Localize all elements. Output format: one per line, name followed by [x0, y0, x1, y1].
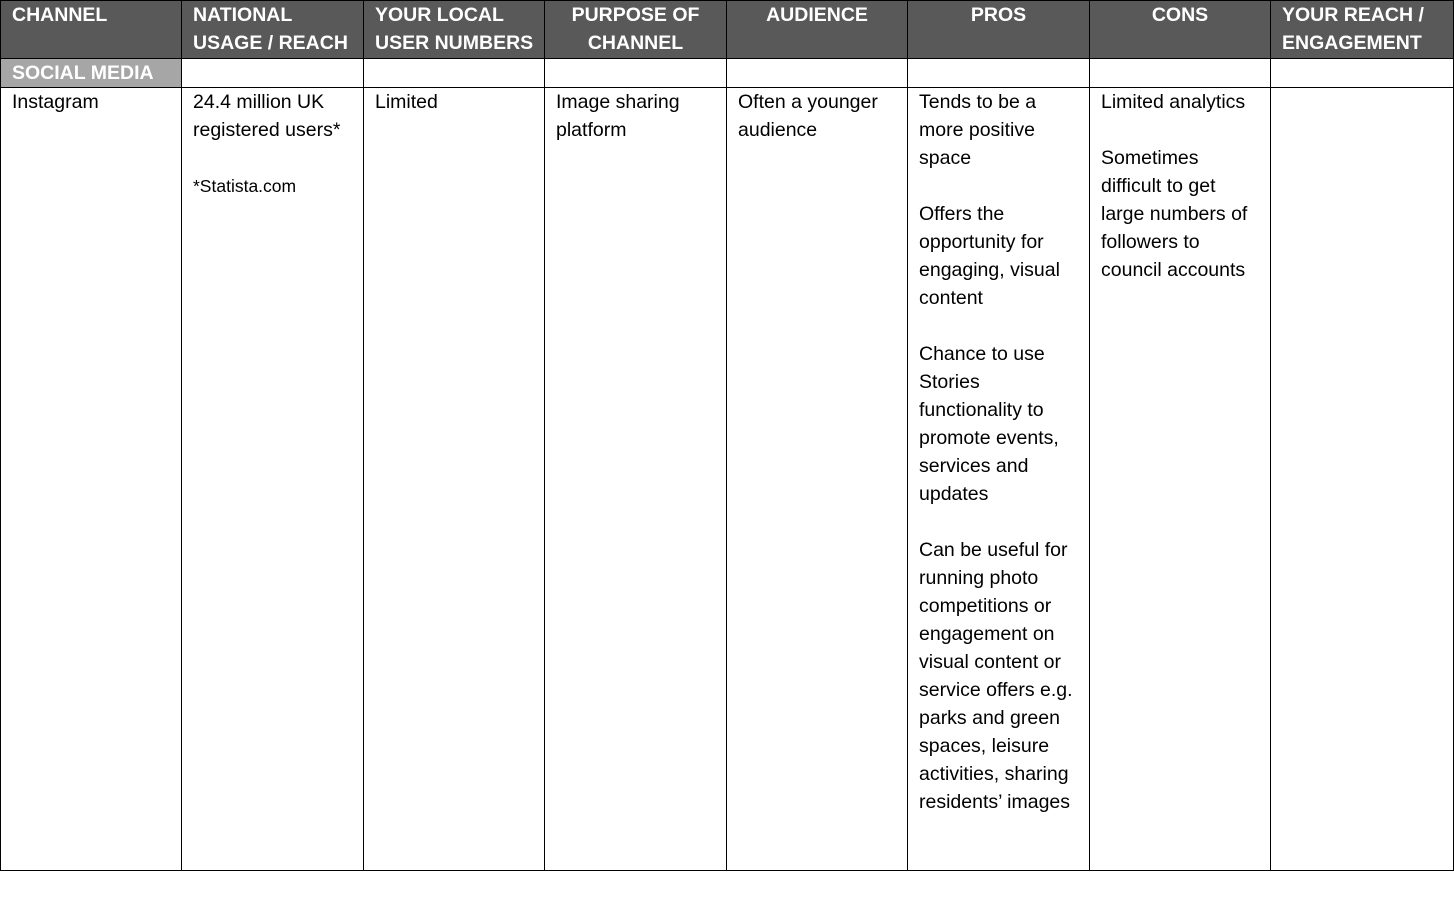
- cons-item: Sometimes difficult to get large numbers of followers to council accounts: [1101, 147, 1248, 281]
- header-national-usage: NATIONAL USAGE / REACH: [182, 1, 364, 59]
- pros-item: Can be useful for running photo competitions or engagement on visual content or service offers e.g. parks and green spaces, leisure activities, sharing residents’ images: [919, 539, 1073, 813]
- national-usage-source: *Statista.com: [193, 176, 297, 196]
- section-label: SOCIAL MEDIA: [1, 59, 181, 87]
- section-empty-cell: [908, 59, 1090, 88]
- cell-channel: Instagram: [1, 88, 182, 871]
- header-pros: PROS: [908, 1, 1090, 59]
- pros-item: Offers the opportunity for engaging, visual content: [919, 203, 1060, 309]
- cell-audience: Often a younger audience: [727, 88, 908, 871]
- section-empty-cell: [727, 59, 908, 88]
- section-empty-cell: [182, 59, 364, 88]
- header-purpose: PURPOSE OF CHANNEL: [545, 1, 727, 59]
- cell-local-user-numbers: Limited: [364, 88, 545, 871]
- section-empty-cell: [545, 59, 727, 88]
- section-label-cell: [1, 59, 182, 88]
- cell-reach-engagement[interactable]: [1271, 88, 1454, 871]
- cell-national-usage: [182, 88, 364, 871]
- pros-item: Chance to use Stories functionality to promote events, services and updates: [919, 343, 1059, 505]
- header-audience: AUDIENCE: [727, 1, 908, 59]
- national-usage-text: 24.4 million UK registered users*: [193, 91, 341, 141]
- header-local-user-numbers: YOUR LOCAL USER NUMBERS: [364, 1, 545, 59]
- header-cons: CONS: [1090, 1, 1271, 59]
- cell-purpose: Image sharing platform: [545, 88, 727, 871]
- header-channel: CHANNEL: [1, 1, 182, 59]
- section-empty-cell: [1271, 59, 1454, 88]
- header-reach-engagement: YOUR REACH / ENGAGEMENT: [1271, 1, 1454, 59]
- pros-item: Tends to be a more positive space: [919, 91, 1037, 169]
- section-empty-cell: [1090, 59, 1271, 88]
- cell-pros: [908, 88, 1090, 871]
- cons-item: Limited analytics: [1101, 91, 1246, 113]
- cell-cons: [1090, 88, 1271, 871]
- header-row: [1, 1, 1454, 59]
- section-empty-cell: [364, 59, 545, 88]
- table-row: [1, 88, 1454, 871]
- section-row: [1, 59, 1454, 88]
